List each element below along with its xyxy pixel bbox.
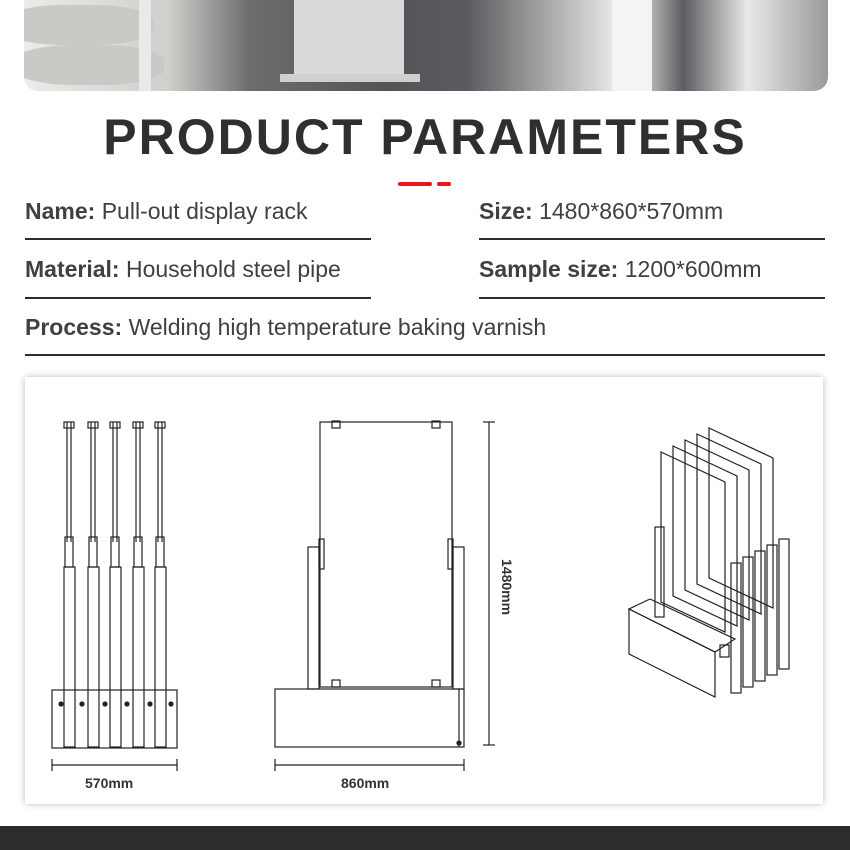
divider [25,297,371,299]
technical-drawing [25,377,823,804]
photo-rack-panel [612,0,652,91]
side-view-drawing [52,422,177,771]
param-size-value: 1480*860*570mm [539,198,724,224]
param-process [25,314,546,341]
title-accent-dot [437,182,451,186]
divider [25,238,371,240]
divider [25,354,825,356]
param-sample-size-label: Sample size: [479,256,619,282]
width-dimension-label: 860mm [341,775,390,791]
param-size [479,198,723,225]
height-dimension-label: 1480mm [499,559,515,616]
photo-rack-panel [294,0,404,80]
photo-rack-post [139,0,151,91]
photo-sample-wave [24,5,154,45]
page-title: PRODUCT PARAMETERS [103,109,747,165]
isometric-view-drawing [629,428,789,697]
footer-bar [0,826,850,850]
divider [479,238,825,240]
title-accent-line [398,182,432,186]
param-name [25,198,308,225]
photo-rack-base [280,74,420,82]
divider [479,297,825,299]
param-material [25,256,341,283]
param-sample-size [479,256,762,283]
param-sample-size-value: 1200*600mm [624,256,762,282]
param-size-label: Size: [479,198,533,224]
param-name-value: Pull-out display rack [101,198,308,224]
param-name-label: Name: [25,198,96,224]
depth-dimension-label: 570mm [85,775,134,791]
product-photo [24,0,828,91]
param-process-label: Process: [25,314,123,340]
param-process-value: Welding high temperature baking varnish [128,314,547,340]
param-material-value: Household steel pipe [125,256,341,282]
param-material-label: Material: [25,256,120,282]
front-view-drawing [275,421,495,771]
